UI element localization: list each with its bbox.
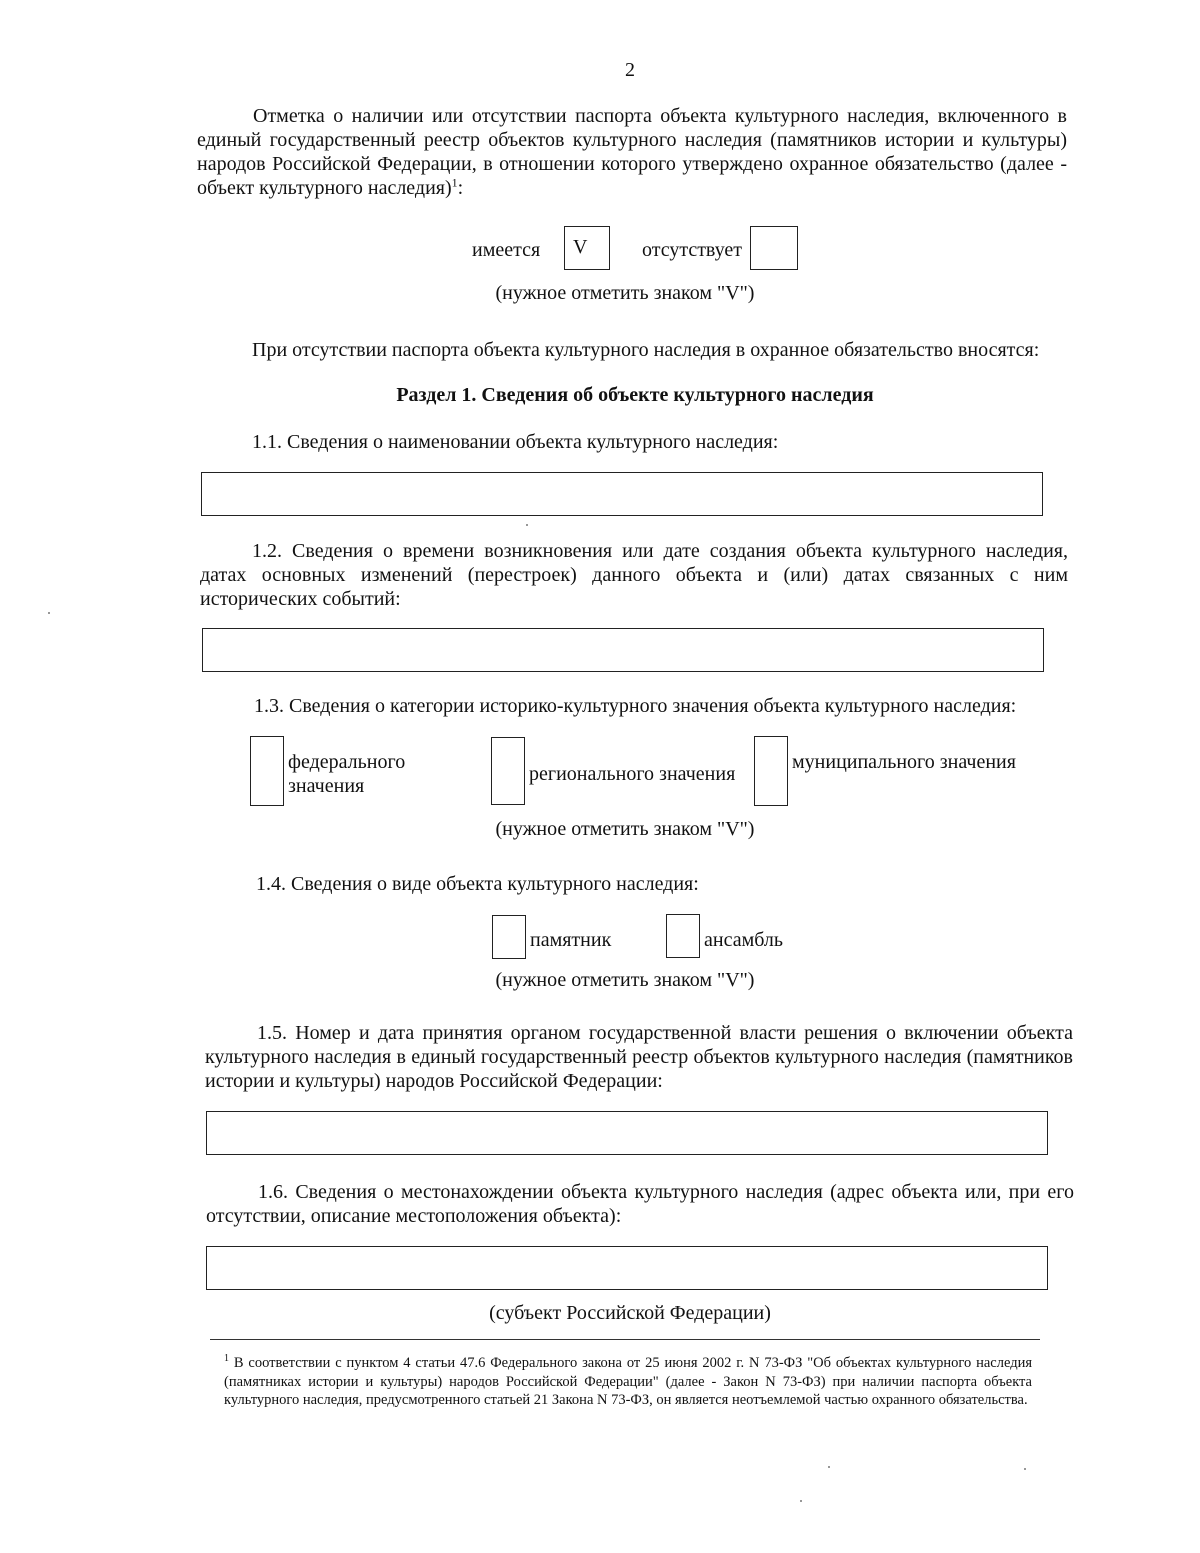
type-hint: (нужное отметить знаком "V") bbox=[495, 969, 755, 991]
option-present-checkbox[interactable] bbox=[564, 226, 610, 270]
option-present-label: имеется bbox=[472, 239, 541, 261]
footnote-marker: 1 bbox=[224, 1353, 229, 1365]
scan-speck bbox=[828, 1466, 830, 1468]
item-1-6-field[interactable] bbox=[206, 1246, 1048, 1290]
type-monument-label: памятник bbox=[530, 929, 612, 951]
category-federal-checkbox[interactable] bbox=[250, 736, 284, 806]
item-1-2-label: 1.2. Сведения о времени возникновения или дате создания объекта культурного наследия, датах основных изменений (перестроек) данного объекта и (или) датах связанных с ним исторических событий: bbox=[200, 540, 1068, 610]
category-federal-line2: значения bbox=[288, 775, 365, 797]
type-ensemble-checkbox[interactable] bbox=[666, 914, 700, 958]
page-number: 2 bbox=[625, 59, 635, 81]
passport-intro-colon: : bbox=[457, 177, 464, 199]
option-absent-checkbox[interactable] bbox=[750, 226, 798, 270]
category-regional-checkbox[interactable] bbox=[491, 737, 525, 805]
category-hint: (нужное отметить знаком "V") bbox=[495, 818, 755, 840]
item-1-3-label: 1.3. Сведения о категории историко-культурного значения объекта культурного наследия: bbox=[254, 695, 1017, 717]
category-municipal-checkbox[interactable] bbox=[754, 736, 788, 806]
item-1-6-caption: (субъект Российской Федерации) bbox=[489, 1302, 771, 1324]
footnote-ref: 1 bbox=[451, 175, 458, 190]
scan-speck bbox=[1024, 1468, 1026, 1470]
item-1-1-label: 1.1. Сведения о наименовании объекта культурного наследия: bbox=[252, 431, 779, 453]
item-1-1-field[interactable] bbox=[201, 472, 1043, 516]
scan-speck bbox=[526, 524, 528, 526]
option-absent-label: отсутствует bbox=[642, 239, 743, 261]
option-present-mark: V bbox=[573, 236, 588, 258]
category-federal-line1: федерального bbox=[288, 751, 406, 773]
passport-intro-text: Отметка о наличии или отсутствии паспорта объекта культурного наследия, включенного в единый государственный реестр объектов культурного наследия (памятников истории и культуры) народов Российской Федерации, в отношении которого утверждено охранное обязательство (далее - объект культурного наследия) bbox=[197, 105, 1067, 199]
category-municipal-label: муниципального значения bbox=[792, 751, 1016, 773]
category-regional-label: регионального значения bbox=[529, 763, 736, 785]
scan-speck bbox=[48, 612, 50, 614]
section-1-title: Раздел 1. Сведения об объекте культурного наследия bbox=[396, 384, 874, 406]
item-1-5-field[interactable] bbox=[206, 1111, 1048, 1155]
item-1-2-field[interactable] bbox=[202, 628, 1044, 672]
absence-note: При отсутствии паспорта объекта культурного наследия в охранное обязательство вносятся: bbox=[252, 339, 1040, 361]
footnote bbox=[224, 1354, 1032, 1410]
item-1-5-label: 1.5. Номер и дата принятия органом государственной власти решения о включении объекта культурного наследия в единый государственный реестр объектов культурного наследия (памятников истории и культуры) народов Российской Федерации: bbox=[205, 1022, 1073, 1092]
scan-speck bbox=[800, 1500, 802, 1502]
type-ensemble-label: ансамбль bbox=[704, 929, 784, 951]
category-federal-label bbox=[288, 750, 448, 798]
item-1-6-label: 1.6. Сведения о местонахождении объекта культурного наследия (адрес объекта или, при его отсутствии, описание местоположения объекта): bbox=[206, 1181, 1074, 1227]
passport-intro bbox=[197, 104, 1067, 200]
item-1-4-label: 1.4. Сведения о виде объекта культурного наследия: bbox=[256, 873, 699, 895]
footnote-separator bbox=[210, 1339, 1040, 1340]
footnote-text: В соответствии с пунктом 4 статьи 47.6 Федерального закона от 25 июня 2002 г. N 73-ФЗ "Об объектах культурного наследия (памятниках истории и культуры) народов Российской Федерации" (далее - Закон N 73-ФЗ) при наличии паспорта объекта культурного наследия, предусмотренного статьей 21 Закона N 73-ФЗ, он является неотъемлемой частью охранного обязательства. bbox=[224, 1355, 1033, 1408]
type-monument-checkbox[interactable] bbox=[492, 915, 526, 959]
passport-hint: (нужное отметить знаком "V") bbox=[495, 282, 755, 304]
